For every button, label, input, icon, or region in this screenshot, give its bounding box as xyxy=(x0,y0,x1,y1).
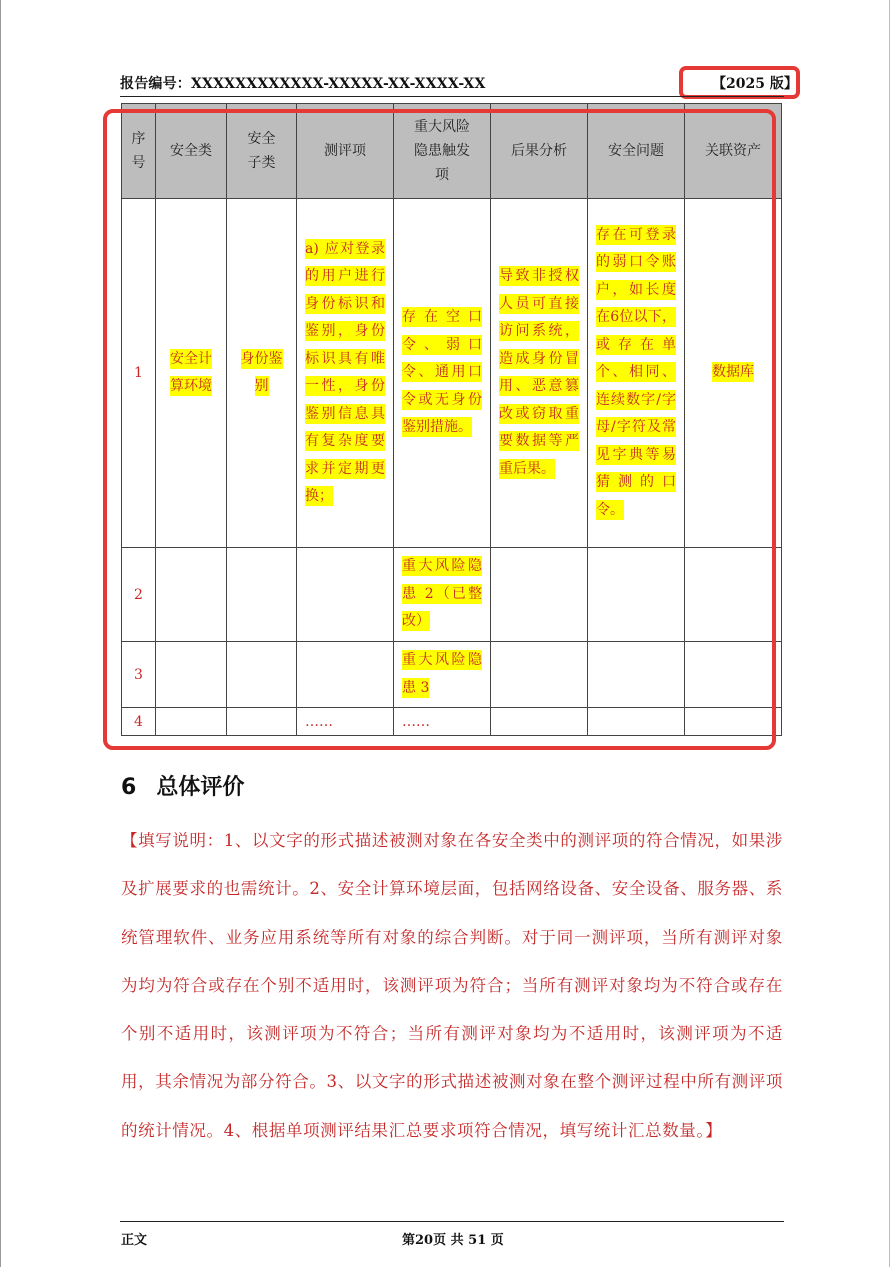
cell-problem: 存在可登录的弱口令账户，如长度在6位以下，或存在单个、相同、连续数字/字母/字符及常见字典等易猜测的口令。 xyxy=(588,199,685,548)
col-header-security-subclass: 安全子类 xyxy=(227,104,297,199)
cell-trigger: 存在空口令、弱口令、通用口令或无身份鉴别措施。 xyxy=(394,199,491,548)
header-rule xyxy=(120,96,784,97)
col-header-problem: 安全问题 xyxy=(588,104,685,199)
page-edge xyxy=(0,0,1,1267)
cell-trigger: 重大风险隐患 2（已整改） xyxy=(394,548,491,642)
section-heading xyxy=(121,770,244,801)
col-header-consequence: 后果分析 xyxy=(491,104,588,199)
col-header-trigger: 重大风险隐患触发项 xyxy=(394,104,491,199)
cell-trigger: 重大风险隐患 3 xyxy=(394,642,491,708)
col-header-no: 序号 xyxy=(122,104,156,199)
version-label: 【2025 版】 xyxy=(712,76,798,92)
cell-security-subclass: 身份鉴别 xyxy=(227,199,297,548)
cell-asset: 数据库 xyxy=(685,199,782,548)
cell-trigger: …… xyxy=(394,708,491,736)
fill-instruction: 【填写说明：1、以文字的形式描述被测对象在各安全类中的测评项的符合情况，如果涉及扩展要求的也需统计。2、安全计算环境层面，包括网络设备、安全设备、服务器、系统管理软件、业务应用系统等所有对象的综合判断。对于同一测评项，当所有测评对象为均为符合或存在个别不适用时，该测评项为符合；当所有测评对象均为不符合或存在个别不适用时，该测评项为不符合；当所有测评对象均为不适用时，该测评项为不适用，其余情况为部分符合。3、以文字的形式描述被测对象在整个测评过程中所有测评项的统计情况。4、根据单项测评结果汇总要求项符合情况，填写统计汇总数量。】 xyxy=(121,831,783,1140)
footer-section-label: 正文 xyxy=(121,1233,148,1248)
cell-no: 1 xyxy=(122,199,156,548)
report-number: 报告编号：XXXXXXXXXXXX-XXXXX-XX-XXXX-XX xyxy=(120,76,486,92)
col-header-asset: 关联资产 xyxy=(685,104,782,199)
cell-security-class: 安全计算环境 xyxy=(156,199,227,548)
footer-rule xyxy=(120,1221,784,1222)
cell-no: 2 xyxy=(122,548,156,642)
cell-no: 3 xyxy=(122,642,156,708)
cell-evaluation-item: …… xyxy=(297,708,394,736)
cell-no: 4 xyxy=(122,708,156,736)
section-number: 6 xyxy=(121,775,137,800)
page-number: 第20页 共 51 页 xyxy=(402,1233,504,1248)
col-header-security-class: 安全类 xyxy=(156,104,227,199)
cell-consequence: 导致非授权人员可直接访问系统，造成身份冒用、恶意篡改或窃取重要数据等严重后果。 xyxy=(491,199,588,548)
version-annotation-box xyxy=(679,66,800,99)
section-title: 总体评价 xyxy=(156,775,245,800)
table-annotation-box xyxy=(103,109,776,750)
col-header-evaluation-item: 测评项 xyxy=(297,104,394,199)
cell-evaluation-item: a) 应对登录的用户进行身份标识和鉴别，身份标识具有唯一性，身份鉴别信息具有复杂度要求并定期更换； xyxy=(297,199,394,548)
